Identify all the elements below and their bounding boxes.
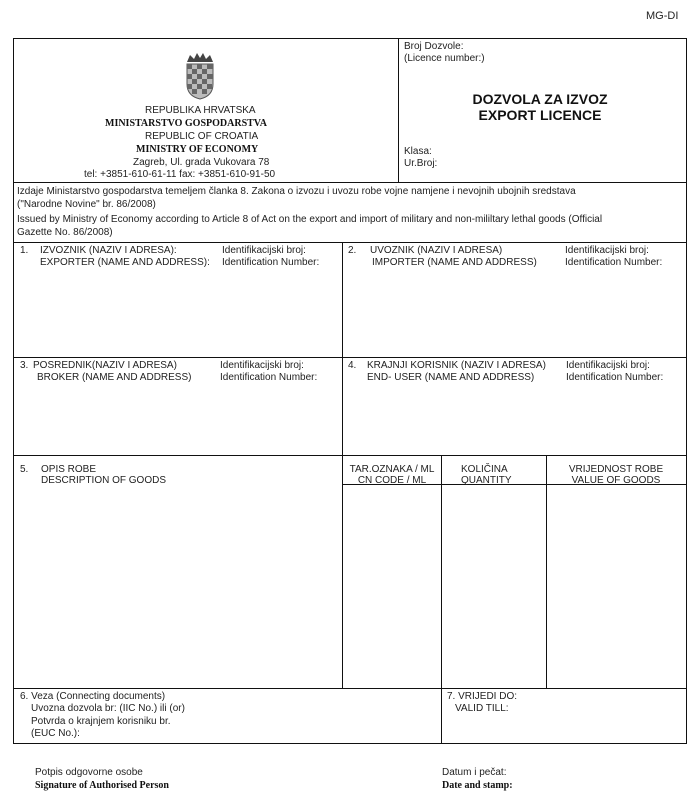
- divider: [398, 38, 399, 182]
- field-label-en: END- USER (NAME AND ADDRESS): [367, 372, 535, 383]
- header-line: tel: +3851-610-61-11 fax: +3851-610-91-50: [84, 169, 276, 180]
- quantity-label: KOLIČINA: [461, 464, 508, 475]
- divider: [342, 242, 343, 455]
- date-stamp-label-en: Date and stamp:: [442, 780, 513, 791]
- divider: [13, 182, 687, 183]
- signature-label: Potpis odgovorne osobe: [35, 767, 143, 778]
- field-number: 1.: [20, 245, 29, 256]
- field-number: 4.: [348, 360, 357, 371]
- title-hr: DOZVOLA ZA IZVOZ: [472, 91, 608, 107]
- signature-label-en: Signature of Authorised Person: [35, 780, 169, 791]
- date-stamp-label: Datum i pečat:: [442, 767, 507, 778]
- divider: [13, 242, 687, 243]
- licence-number-label-en: (Licence number:): [404, 53, 485, 64]
- id-label-en: Identification Number:: [565, 257, 663, 268]
- licence-number-label: Broj Dozvole:: [404, 41, 464, 52]
- field-label-en: IMPORTER (NAME AND ADDRESS): [372, 257, 537, 268]
- id-label: Identifikacijski broj:: [220, 360, 304, 371]
- header-line: MINISTARSTVO GOSPODARSTVA: [105, 118, 267, 129]
- field-label: UVOZNIK (NAZIV I ADRESA): [370, 245, 503, 256]
- field-label: (EUC No.):: [31, 728, 80, 739]
- value-label: VRIJEDNOST ROBE: [568, 464, 664, 475]
- cn-code-label-en: CN CODE / ML: [357, 475, 427, 486]
- form-border: [13, 38, 687, 744]
- field-label: OPIS ROBE: [41, 464, 97, 475]
- field-number: 3.: [20, 360, 29, 371]
- divider: [342, 455, 343, 688]
- id-label: Identifikacijski broj:: [222, 245, 306, 256]
- header-line: REPUBLIKA HRVATSKA: [145, 105, 256, 116]
- value-label-en: VALUE OF GOODS: [571, 475, 661, 486]
- legal-text: Izdaje Ministarstvo gospodarstva temeljem članka 8. Zakona o izvozu i uvozu robe vojne namjene i nevojnih ubojnih sredstava: [17, 186, 576, 197]
- id-label-en: Identification Number:: [220, 372, 318, 383]
- divider: [13, 357, 687, 358]
- field-label-en: DESCRIPTION OF GOODS: [41, 475, 167, 486]
- header-line: REPUBLIC OF CROATIA: [145, 131, 259, 142]
- divider: [441, 455, 442, 743]
- title-en: EXPORT LICENCE: [478, 107, 602, 123]
- divider: [546, 455, 547, 688]
- coat-of-arms-icon: [185, 52, 215, 100]
- divider: [13, 455, 687, 456]
- legal-text: Gazette No. 86/2008): [17, 227, 113, 238]
- field-number: 5.: [20, 464, 29, 475]
- field-label: Potvrda o krajnjem korisniku br.: [31, 716, 171, 727]
- field-number: 2.: [348, 245, 357, 256]
- header-line: MINISTRY OF ECONOMY: [136, 144, 259, 155]
- header-line: Zagreb, Ul. grada Vukovara 78: [133, 157, 270, 168]
- divider: [13, 688, 687, 689]
- field-label: IZVOZNIK (NAZIV I ADRESA):: [40, 245, 177, 256]
- legal-text: Issued by Ministry of Economy according to Article 8 of Act on the export and import of military and non-mililtary lethal goods (Official: [17, 214, 603, 225]
- klasa-label: Klasa:: [404, 146, 432, 157]
- field-label: POSREDNIK(NAZIV I ADRESA): [33, 360, 177, 371]
- form-code: MG-DI: [646, 10, 679, 22]
- id-label-en: Identification Number:: [566, 372, 664, 383]
- legal-text: ("Narodne Novine" br. 86/2008): [17, 199, 156, 210]
- id-label-en: Identification Number:: [222, 257, 320, 268]
- field-label-en: EXPORTER (NAME AND ADDRESS):: [40, 257, 210, 268]
- cn-code-label: TAR.OZNAKA / ML: [349, 464, 435, 475]
- field-label-en: BROKER (NAME AND ADDRESS): [37, 372, 192, 383]
- urbroj-label: Ur.Broj:: [404, 158, 438, 169]
- field-label: 7. VRIJEDI DO:: [447, 691, 518, 702]
- id-label: Identifikacijski broj:: [565, 245, 649, 256]
- quantity-label-en: QUANTITY: [461, 475, 512, 486]
- field-label-en: VALID TILL:: [455, 703, 509, 714]
- id-label: Identifikacijski broj:: [566, 360, 650, 371]
- field-label: 6. Veza (Connecting documents): [20, 691, 166, 702]
- field-label: KRAJNJI KORISNIK (NAZIV I ADRESA): [367, 360, 546, 371]
- field-label: Uvozna dozvola br: (IIC No.) ili (or): [31, 703, 185, 714]
